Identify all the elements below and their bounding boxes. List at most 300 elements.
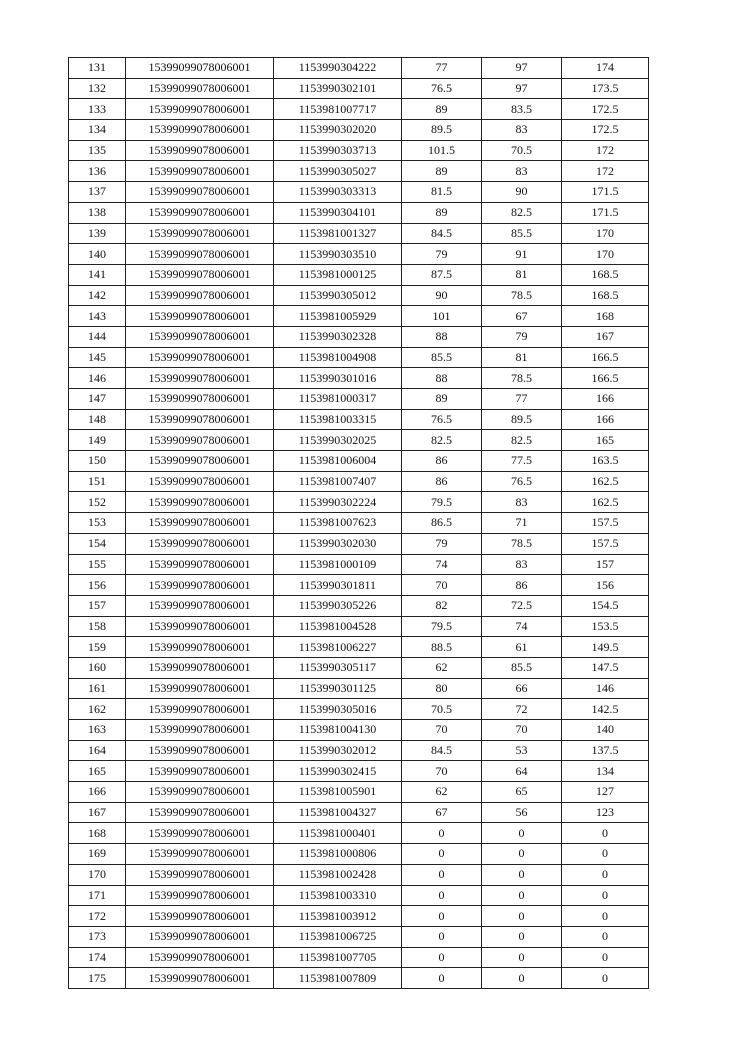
score-1-cell: 0 [402,968,482,989]
candidate-id-cell: 1153981004528 [274,616,402,637]
table-row [69,782,649,803]
candidate-id-cell: 1153990305012 [274,285,402,306]
exam-code-cell: 15399099078006001 [126,637,274,658]
rank-cell: 150 [69,451,126,472]
rank-cell: 142 [69,285,126,306]
table-row [69,161,649,182]
table-row [69,533,649,554]
table-row [69,451,649,472]
candidate-id-cell: 1153990302020 [274,120,402,141]
candidate-id-cell: 1153990302328 [274,326,402,347]
candidate-id-cell: 1153981007809 [274,968,402,989]
table-row [69,554,649,575]
rank-cell: 157 [69,595,126,616]
score-1-cell: 101.5 [402,140,482,161]
exam-code-cell: 15399099078006001 [126,182,274,203]
score-2-cell: 78.5 [482,285,562,306]
score-1-cell: 0 [402,926,482,947]
score-1-cell: 77 [402,58,482,79]
candidate-id-cell: 1153990302012 [274,740,402,761]
exam-code-cell: 15399099078006001 [126,140,274,161]
score-1-cell: 86.5 [402,513,482,534]
exam-code-cell: 15399099078006001 [126,740,274,761]
score-2-cell: 81 [482,264,562,285]
table-row [69,575,649,596]
score-1-cell: 62 [402,782,482,803]
table-row [69,657,649,678]
exam-code-cell: 15399099078006001 [126,451,274,472]
score-2-cell: 83 [482,554,562,575]
score-1-cell: 82.5 [402,430,482,451]
candidate-id-cell: 1153990305117 [274,657,402,678]
table-row [69,513,649,534]
candidate-id-cell: 1153981007623 [274,513,402,534]
exam-code-cell: 15399099078006001 [126,58,274,79]
total-score-cell: 153.5 [562,616,649,637]
rank-cell: 161 [69,678,126,699]
total-score-cell: 163.5 [562,451,649,472]
candidate-id-cell: 1153981006004 [274,451,402,472]
score-1-cell: 84.5 [402,223,482,244]
total-score-cell: 172.5 [562,120,649,141]
score-1-cell: 85.5 [402,347,482,368]
rank-cell: 137 [69,182,126,203]
rank-cell: 164 [69,740,126,761]
exam-code-cell: 15399099078006001 [126,368,274,389]
rank-cell: 151 [69,471,126,492]
score-1-cell: 0 [402,885,482,906]
score-table-container [68,57,649,989]
candidate-id-cell: 1153990305027 [274,161,402,182]
rank-cell: 159 [69,637,126,658]
score-2-cell: 65 [482,782,562,803]
score-1-cell: 70 [402,720,482,741]
total-score-cell: 146 [562,678,649,699]
score-2-cell: 79 [482,326,562,347]
exam-code-cell: 15399099078006001 [126,306,274,327]
rank-cell: 168 [69,823,126,844]
rank-cell: 147 [69,389,126,410]
score-1-cell: 82 [402,595,482,616]
rank-cell: 173 [69,926,126,947]
exam-code-cell: 15399099078006001 [126,202,274,223]
score-1-cell: 90 [402,285,482,306]
total-score-cell: 170 [562,223,649,244]
score-2-cell: 78.5 [482,533,562,554]
table-row [69,906,649,927]
rank-cell: 143 [69,306,126,327]
rank-cell: 145 [69,347,126,368]
total-score-cell: 157.5 [562,513,649,534]
table-row [69,802,649,823]
total-score-cell: 171.5 [562,182,649,203]
table-row [69,720,649,741]
rank-cell: 146 [69,368,126,389]
total-score-cell: 174 [562,58,649,79]
rank-cell: 138 [69,202,126,223]
candidate-id-cell: 1153981005929 [274,306,402,327]
rank-cell: 160 [69,657,126,678]
rank-cell: 131 [69,58,126,79]
exam-code-cell: 15399099078006001 [126,595,274,616]
candidate-id-cell: 1153981004130 [274,720,402,741]
score-2-cell: 82.5 [482,202,562,223]
score-2-cell: 70.5 [482,140,562,161]
score-1-cell: 88 [402,368,482,389]
total-score-cell: 166 [562,389,649,410]
table-row [69,140,649,161]
score-1-cell: 89 [402,161,482,182]
score-1-cell: 0 [402,844,482,865]
score-1-cell: 101 [402,306,482,327]
table-row [69,740,649,761]
score-table [68,57,649,989]
score-1-cell: 88.5 [402,637,482,658]
rank-cell: 169 [69,844,126,865]
score-2-cell: 0 [482,926,562,947]
rank-cell: 155 [69,554,126,575]
score-2-cell: 83 [482,161,562,182]
rank-cell: 139 [69,223,126,244]
score-1-cell: 79 [402,533,482,554]
total-score-cell: 0 [562,844,649,865]
exam-code-cell: 15399099078006001 [126,864,274,885]
score-2-cell: 0 [482,968,562,989]
candidate-id-cell: 1153990301125 [274,678,402,699]
exam-code-cell: 15399099078006001 [126,99,274,120]
exam-code-cell: 15399099078006001 [126,968,274,989]
score-1-cell: 67 [402,802,482,823]
total-score-cell: 168.5 [562,264,649,285]
total-score-cell: 171.5 [562,202,649,223]
table-row [69,58,649,79]
total-score-cell: 0 [562,885,649,906]
rank-cell: 172 [69,906,126,927]
exam-code-cell: 15399099078006001 [126,554,274,575]
score-2-cell: 53 [482,740,562,761]
score-1-cell: 74 [402,554,482,575]
exam-code-cell: 15399099078006001 [126,533,274,554]
score-2-cell: 74 [482,616,562,637]
table-row [69,761,649,782]
candidate-id-cell: 1153990304222 [274,58,402,79]
exam-code-cell: 15399099078006001 [126,678,274,699]
score-2-cell: 72.5 [482,595,562,616]
candidate-id-cell: 1153990304101 [274,202,402,223]
total-score-cell: 166.5 [562,368,649,389]
score-1-cell: 89 [402,99,482,120]
total-score-cell: 172 [562,140,649,161]
score-1-cell: 0 [402,823,482,844]
score-2-cell: 56 [482,802,562,823]
total-score-cell: 167 [562,326,649,347]
rank-cell: 158 [69,616,126,637]
candidate-id-cell: 1153981001327 [274,223,402,244]
score-1-cell: 0 [402,864,482,885]
table-row [69,926,649,947]
score-2-cell: 76.5 [482,471,562,492]
rank-cell: 154 [69,533,126,554]
total-score-cell: 162.5 [562,492,649,513]
score-2-cell: 97 [482,78,562,99]
table-row [69,202,649,223]
exam-code-cell: 15399099078006001 [126,926,274,947]
rank-cell: 165 [69,761,126,782]
table-row [69,595,649,616]
total-score-cell: 156 [562,575,649,596]
exam-code-cell: 15399099078006001 [126,161,274,182]
score-2-cell: 83.5 [482,99,562,120]
score-1-cell: 70 [402,761,482,782]
total-score-cell: 162.5 [562,471,649,492]
score-1-cell: 79.5 [402,616,482,637]
total-score-cell: 172.5 [562,99,649,120]
exam-code-cell: 15399099078006001 [126,885,274,906]
candidate-id-cell: 1153990303510 [274,244,402,265]
table-row [69,823,649,844]
score-1-cell: 89.5 [402,120,482,141]
total-score-cell: 173.5 [562,78,649,99]
rank-cell: 133 [69,99,126,120]
score-2-cell: 85.5 [482,223,562,244]
table-row [69,492,649,513]
exam-code-cell: 15399099078006001 [126,347,274,368]
score-1-cell: 81.5 [402,182,482,203]
total-score-cell: 0 [562,823,649,844]
score-1-cell: 0 [402,947,482,968]
exam-code-cell: 15399099078006001 [126,78,274,99]
table-row [69,223,649,244]
table-row [69,968,649,989]
rank-cell: 175 [69,968,126,989]
total-score-cell: 165 [562,430,649,451]
score-2-cell: 86 [482,575,562,596]
candidate-id-cell: 1153981005901 [274,782,402,803]
exam-code-cell: 15399099078006001 [126,947,274,968]
score-1-cell: 70 [402,575,482,596]
exam-code-cell: 15399099078006001 [126,823,274,844]
candidate-id-cell: 1153981000806 [274,844,402,865]
total-score-cell: 154.5 [562,595,649,616]
rank-cell: 156 [69,575,126,596]
score-1-cell: 62 [402,657,482,678]
candidate-id-cell: 1153981006725 [274,926,402,947]
exam-code-cell: 15399099078006001 [126,699,274,720]
candidate-id-cell: 1153990302030 [274,533,402,554]
rank-cell: 171 [69,885,126,906]
candidate-id-cell: 1153981007705 [274,947,402,968]
table-row [69,885,649,906]
candidate-id-cell: 1153990301016 [274,368,402,389]
rank-cell: 163 [69,720,126,741]
score-2-cell: 0 [482,906,562,927]
table-row [69,616,649,637]
total-score-cell: 142.5 [562,699,649,720]
table-row [69,844,649,865]
total-score-cell: 172 [562,161,649,182]
table-row [69,389,649,410]
exam-code-cell: 15399099078006001 [126,409,274,430]
table-row [69,430,649,451]
score-1-cell: 80 [402,678,482,699]
rank-cell: 135 [69,140,126,161]
total-score-cell: 127 [562,782,649,803]
score-2-cell: 70 [482,720,562,741]
candidate-id-cell: 1153981000109 [274,554,402,575]
candidate-id-cell: 1153981007717 [274,99,402,120]
score-2-cell: 91 [482,244,562,265]
table-row [69,409,649,430]
rank-cell: 174 [69,947,126,968]
total-score-cell: 168.5 [562,285,649,306]
table-row [69,947,649,968]
score-2-cell: 64 [482,761,562,782]
score-2-cell: 0 [482,885,562,906]
score-1-cell: 86 [402,471,482,492]
score-1-cell: 0 [402,906,482,927]
rank-cell: 170 [69,864,126,885]
table-row [69,326,649,347]
score-2-cell: 0 [482,947,562,968]
candidate-id-cell: 1153981004908 [274,347,402,368]
score-1-cell: 79 [402,244,482,265]
table-row [69,244,649,265]
table-row [69,78,649,99]
exam-code-cell: 15399099078006001 [126,120,274,141]
score-2-cell: 82.5 [482,430,562,451]
candidate-id-cell: 1153981002428 [274,864,402,885]
total-score-cell: 147.5 [562,657,649,678]
rank-cell: 132 [69,78,126,99]
candidate-id-cell: 1153990305226 [274,595,402,616]
candidate-id-cell: 1153981000401 [274,823,402,844]
rank-cell: 140 [69,244,126,265]
score-1-cell: 89 [402,389,482,410]
score-1-cell: 89 [402,202,482,223]
exam-code-cell: 15399099078006001 [126,285,274,306]
table-row [69,864,649,885]
candidate-id-cell: 1153981003310 [274,885,402,906]
total-score-cell: 134 [562,761,649,782]
total-score-cell: 0 [562,864,649,885]
total-score-cell: 157.5 [562,533,649,554]
exam-code-cell: 15399099078006001 [126,657,274,678]
total-score-cell: 0 [562,947,649,968]
table-row [69,264,649,285]
rank-cell: 153 [69,513,126,534]
score-2-cell: 83 [482,120,562,141]
score-2-cell: 61 [482,637,562,658]
score-2-cell: 71 [482,513,562,534]
exam-code-cell: 15399099078006001 [126,492,274,513]
score-2-cell: 67 [482,306,562,327]
exam-code-cell: 15399099078006001 [126,761,274,782]
score-2-cell: 0 [482,844,562,865]
candidate-id-cell: 1153990302101 [274,78,402,99]
table-row [69,347,649,368]
rank-cell: 149 [69,430,126,451]
total-score-cell: 170 [562,244,649,265]
exam-code-cell: 15399099078006001 [126,720,274,741]
rank-cell: 162 [69,699,126,720]
total-score-cell: 0 [562,906,649,927]
exam-code-cell: 15399099078006001 [126,471,274,492]
candidate-id-cell: 1153990301811 [274,575,402,596]
table-row [69,368,649,389]
total-score-cell: 123 [562,802,649,823]
table-row [69,99,649,120]
rank-cell: 166 [69,782,126,803]
total-score-cell: 157 [562,554,649,575]
table-row [69,699,649,720]
score-1-cell: 79.5 [402,492,482,513]
score-2-cell: 77 [482,389,562,410]
candidate-id-cell: 1153981007407 [274,471,402,492]
total-score-cell: 0 [562,926,649,947]
score-2-cell: 97 [482,58,562,79]
exam-code-cell: 15399099078006001 [126,326,274,347]
total-score-cell: 149.5 [562,637,649,658]
score-table-body [69,58,649,989]
candidate-id-cell: 1153981003912 [274,906,402,927]
candidate-id-cell: 1153981000317 [274,389,402,410]
total-score-cell: 166 [562,409,649,430]
score-1-cell: 70.5 [402,699,482,720]
rank-cell: 152 [69,492,126,513]
exam-code-cell: 15399099078006001 [126,389,274,410]
score-2-cell: 85.5 [482,657,562,678]
exam-code-cell: 15399099078006001 [126,844,274,865]
total-score-cell: 0 [562,968,649,989]
exam-code-cell: 15399099078006001 [126,264,274,285]
score-1-cell: 86 [402,451,482,472]
total-score-cell: 137.5 [562,740,649,761]
table-row [69,471,649,492]
rank-cell: 148 [69,409,126,430]
table-row [69,182,649,203]
exam-code-cell: 15399099078006001 [126,802,274,823]
score-2-cell: 81 [482,347,562,368]
exam-code-cell: 15399099078006001 [126,782,274,803]
exam-code-cell: 15399099078006001 [126,906,274,927]
table-row [69,678,649,699]
candidate-id-cell: 1153981003315 [274,409,402,430]
score-2-cell: 72 [482,699,562,720]
candidate-id-cell: 1153990302224 [274,492,402,513]
exam-code-cell: 15399099078006001 [126,430,274,451]
rank-cell: 136 [69,161,126,182]
exam-code-cell: 15399099078006001 [126,616,274,637]
candidate-id-cell: 1153981000125 [274,264,402,285]
score-1-cell: 76.5 [402,409,482,430]
total-score-cell: 168 [562,306,649,327]
table-row [69,285,649,306]
rank-cell: 141 [69,264,126,285]
candidate-id-cell: 1153990305016 [274,699,402,720]
score-2-cell: 77.5 [482,451,562,472]
score-2-cell: 66 [482,678,562,699]
candidate-id-cell: 1153981004327 [274,802,402,823]
exam-code-cell: 15399099078006001 [126,575,274,596]
score-1-cell: 87.5 [402,264,482,285]
total-score-cell: 140 [562,720,649,741]
rank-cell: 167 [69,802,126,823]
score-1-cell: 76.5 [402,78,482,99]
table-row [69,120,649,141]
table-row [69,306,649,327]
exam-code-cell: 15399099078006001 [126,223,274,244]
candidate-id-cell: 1153990302415 [274,761,402,782]
